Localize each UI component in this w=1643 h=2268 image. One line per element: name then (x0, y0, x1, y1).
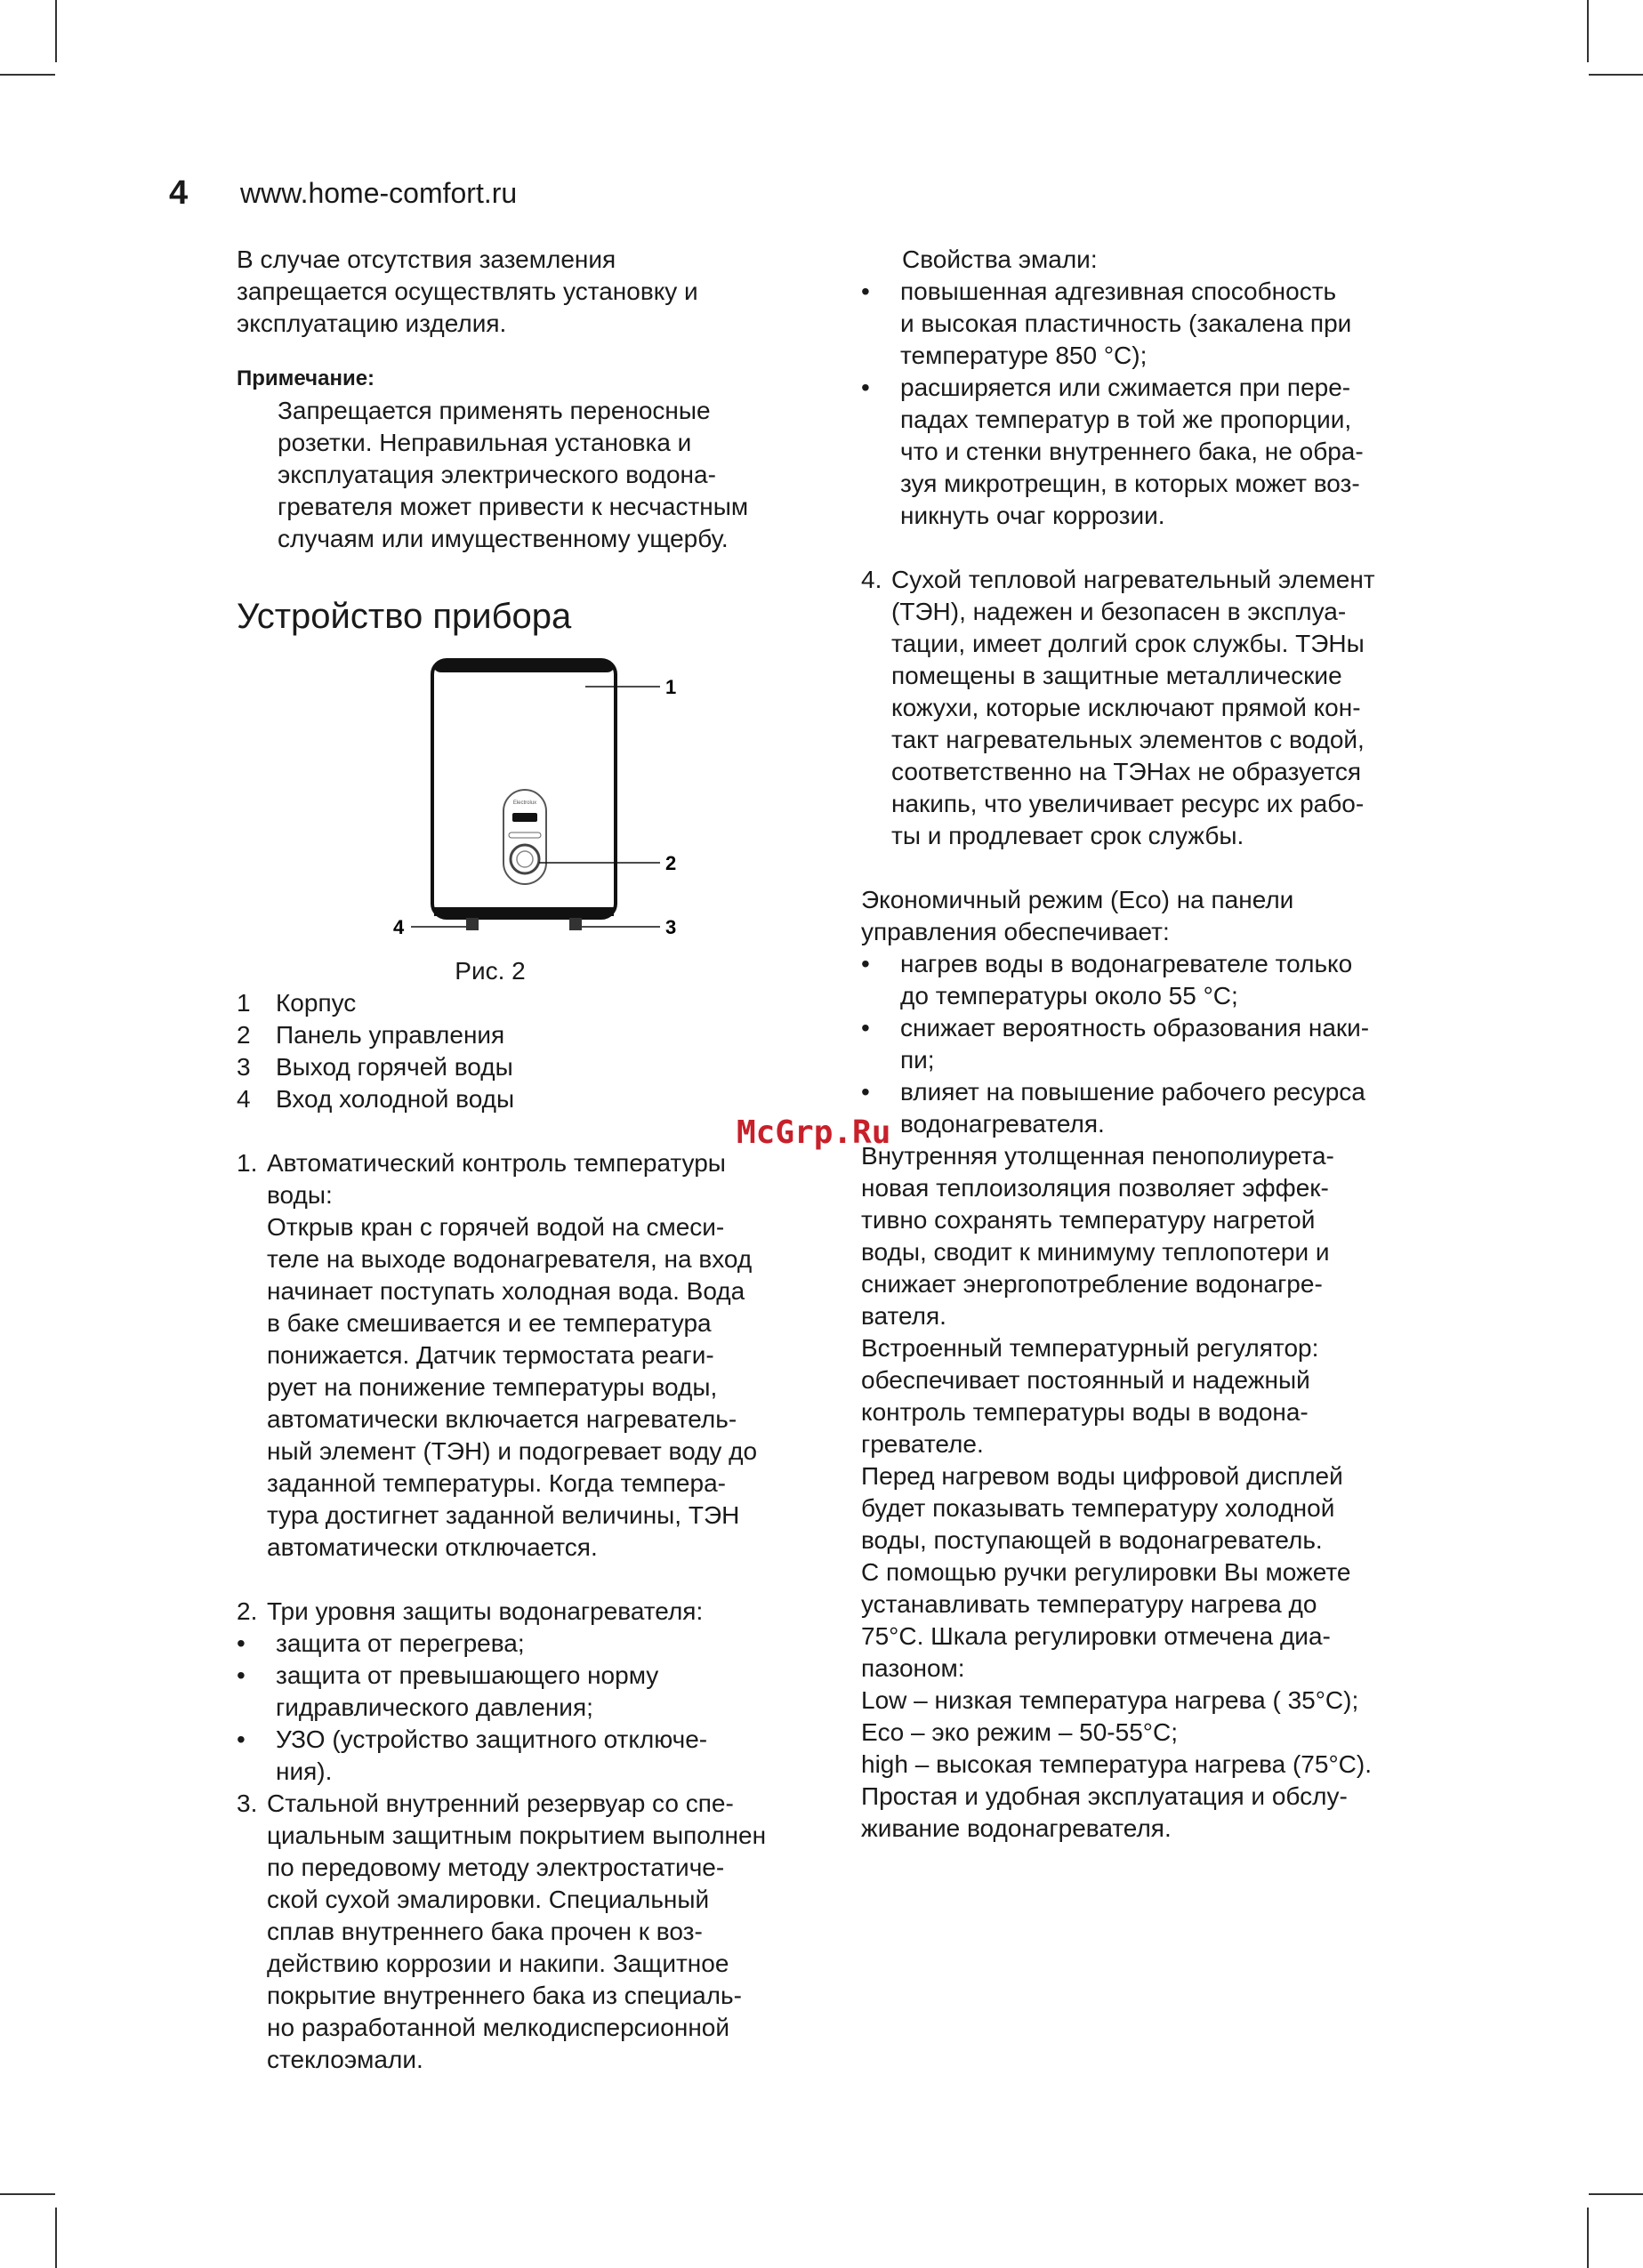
section-heading: Устройство прибора (237, 597, 572, 636)
eco-intro: Экономичный режим (Eco) на панели (861, 886, 1294, 913)
bullet-icon: • (861, 950, 870, 977)
bullet-item: • нагрев воды в водонагревателе только до температуры около 55 °C; (861, 948, 1448, 1012)
legend-item: 1 Корпус (237, 989, 357, 1017)
site-url[interactable]: www.home-comfort.ru (240, 176, 518, 209)
list-item-2: 2. Три уровня защиты водонагревателя: (237, 1597, 704, 1625)
device-figure (237, 656, 824, 950)
cold-inlet-pipe (466, 918, 479, 930)
bullet-icon: • (861, 1014, 870, 1042)
page-number: 4 (169, 173, 189, 212)
right-column (861, 244, 1448, 1845)
bullet-item: • повышенная адгезивная способность и высокая пластичность (закалена при температуре 850 °C); (861, 276, 1448, 372)
bullet-icon: • (861, 1078, 870, 1106)
note-line: случаям или имущественному ущербу. (278, 525, 729, 552)
crop-mark (55, 0, 57, 62)
hot-outlet-pipe (569, 918, 582, 930)
legend-item: 2 Панель управления (237, 1021, 505, 1049)
bullet-icon: • (861, 277, 870, 305)
eco-intro: управления обеспечивает: (861, 918, 1170, 945)
crop-mark (0, 74, 55, 76)
intro-line: эксплуатацию изделия. (237, 310, 507, 337)
legend-item: 4 Вход холодной воды (237, 1085, 515, 1113)
crop-mark (55, 2208, 57, 2268)
intro-line: запрещается осуществлять установку и (237, 277, 698, 305)
bullet-icon: • (861, 374, 870, 401)
crop-mark (1587, 0, 1589, 62)
bullet-icon: • (237, 1725, 246, 1753)
bullet-item: • влияет на повышение рабочего ресурса водонагревателя. (861, 1076, 1448, 1140)
note-title: Примечание: (237, 366, 375, 390)
bullet-icon: • (237, 1661, 246, 1689)
note-line: Запрещается применять переносные (278, 397, 711, 424)
display-icon (512, 813, 537, 822)
list-item-4: 4. Сухой тепловой нагревательный элемент (ТЭН), надежен и безопасен в эксплуа- тации, имеет долгий срок службы. ТЭНы помещены в защитные металлические кожухи, которые исключают прямой кон- такт нагревательных элементов с водой, соответственно на ТЭНах не образуется накипь, что увеличивает ресурс их рабо- ты и продлевает срок службы. (861, 566, 1375, 849)
note-line: розетки. Неправильная установка и (278, 429, 692, 456)
water-heater-diagram (237, 656, 824, 950)
crop-mark (1589, 74, 1643, 76)
callout-2: 2 (665, 852, 677, 874)
bullet-item: • защита от превышающего норму гидравлического давления; (237, 1660, 824, 1724)
callout-3: 3 (665, 916, 677, 938)
bullet-item: • снижает вероятность образования наки- пи; (861, 1012, 1448, 1076)
intro-line: В случае отсутствия заземления (237, 245, 616, 273)
left-column (237, 244, 824, 2076)
enamel-title: Свойства эмали: (902, 245, 1098, 273)
crop-mark (0, 2193, 55, 2195)
tail-paragraphs: Внутренняя утолщенная пенополиурета- новая теплоизоляция позволяет эффек- тивно сохранять температуру нагретой воды, сводит к минимуму теплопотери и снижает энергопотребление водонагре- вателя. Встроенный температурный регулятор: обеспечивает постоянный и надежный контроль температуры воды в водона- гревателе. Перед нагревом воды цифровой дисплей будет показывать температуру холодной воды, поступающей в водонагреватель. С помощью ручки регулировки Вы можете устанавливать температуру нагрева до 75°C. Шкала регулировки отмечена диа- пазоном: Low – низкая температура нагрева ( 35°C); Eco – эко режим – 50-55°C; high – высокая температура нагрева (75°C). Простая и удобная эксплуатация и обслу- живание водонагревателя. (861, 1142, 1372, 1842)
bullet-item: • УЗО (устройство защитного отключе- ния). (237, 1724, 824, 1788)
crop-mark (1589, 2193, 1643, 2195)
note-line: гревателя может привести к несчастным (278, 493, 749, 520)
bullet-item: • защита от перегрева; (237, 1628, 824, 1660)
legend-list (237, 987, 824, 1115)
dial-knob-icon (511, 845, 539, 873)
figure-caption: Рис. 2 (455, 957, 526, 985)
control-panel (503, 790, 546, 884)
list-item-3: 3. Стальной внутренний резервуар со спе- циальным защитным покрытием выполнен по передовому методу электростатиче- ской сухой эмалировки. Специальный сплав внутреннего бака прочен к воз- действию коррозии и накипи. Защитное покрытие внутреннего бака из специаль- но разработанной мелкодисперсионной стеклоэмали. (237, 1789, 767, 2073)
bullet-icon: • (237, 1629, 246, 1657)
bullet-item: • расширяется или сжимается при пере- падах температур в той же пропорции, что и стенки внутреннего бака, не обра- зуя микротрещин, в которых может воз- никнуть очаг коррозии. (861, 372, 1448, 532)
callout-4: 4 (393, 916, 405, 938)
note-line: эксплуатация электрического водона- (278, 461, 716, 488)
device-brand: Electrolux (512, 800, 537, 806)
page-header (169, 171, 517, 215)
watermark: McGrp.Ru (737, 1114, 891, 1151)
crop-mark (1587, 2208, 1589, 2268)
callout-1: 1 (665, 676, 677, 698)
note-text (237, 395, 824, 555)
list-item-1: 1. Автоматический контроль температуры воды: Открыв кран с горячей водой на смеси- теле на выходе водонагревателя, на вход начинает поступать холодная вода. Вода в баке смешивается и ее температура понижается. Датчик термостата реаги- рует на понижение температуры воды, автоматически включается нагреватель- ный элемент (ТЭН) и подогревает воду до заданной температуры. Когда темпера- тура достигнет заданной величины, ТЭН автоматически отключается. (237, 1149, 758, 1561)
legend-item: 3 Выход горячей воды (237, 1053, 513, 1081)
